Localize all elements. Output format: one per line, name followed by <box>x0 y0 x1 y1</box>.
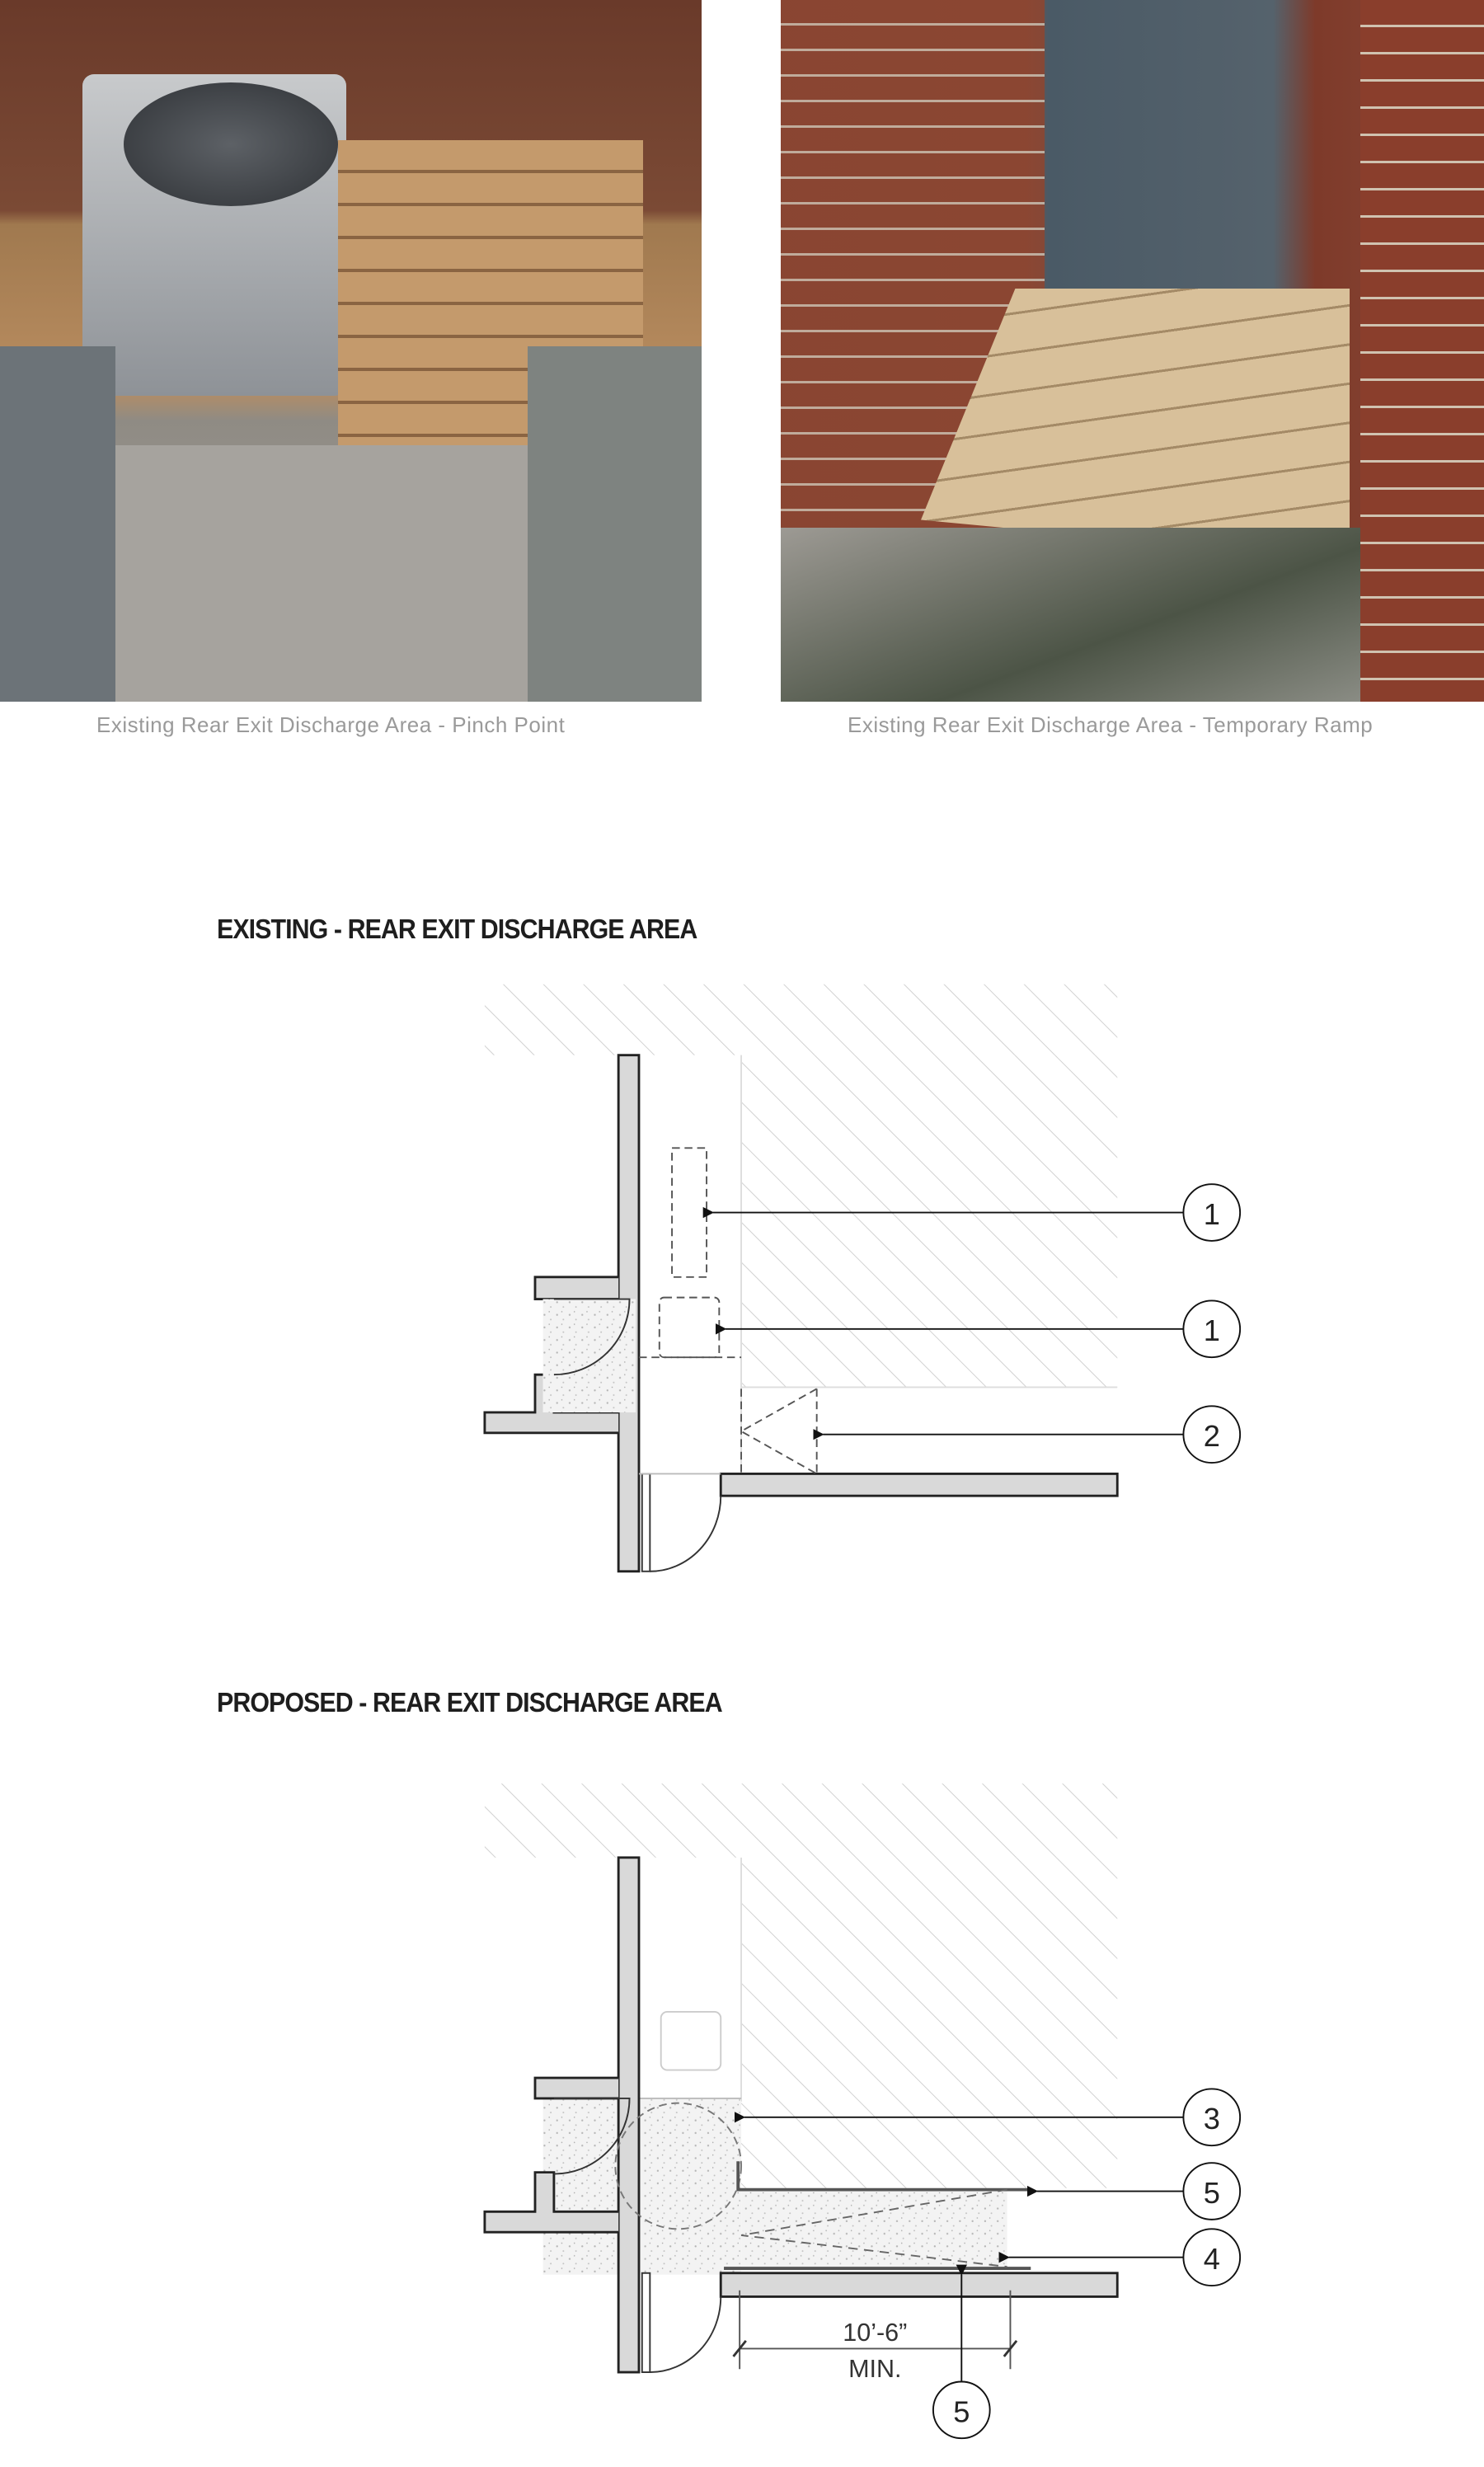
rear-door-swing <box>650 1496 721 1572</box>
svg-text:5: 5 <box>1203 2175 1220 2210</box>
rear-door-swing <box>650 2296 721 2372</box>
photo-caption-pinch-point: Existing Rear Exit Discharge Area - Pinch Point <box>96 712 566 737</box>
svg-text:3: 3 <box>1203 2102 1220 2136</box>
svg-text:MIN.: MIN. <box>848 2354 902 2383</box>
brick-wall-right <box>1360 0 1484 702</box>
svg-text:4: 4 <box>1203 2242 1220 2277</box>
relocated-ac-unit <box>661 2012 721 2070</box>
concrete-ground <box>781 528 1360 702</box>
svg-text:2: 2 <box>1203 1419 1220 1454</box>
photo-caption-temporary-ramp: Existing Rear Exit Discharge Area - Temporary Ramp <box>848 712 1374 737</box>
svg-text:5: 5 <box>953 2394 970 2429</box>
rear-door-leaf <box>642 2273 650 2372</box>
existing-temporary-ramp <box>741 1389 817 1473</box>
existing-ac-unit <box>660 1298 720 1358</box>
svg-text:1: 1 <box>1203 1313 1220 1348</box>
existing-plan-drawing <box>0 945 1484 1638</box>
concrete <box>107 445 569 702</box>
existing-obstruction-1 <box>672 1148 707 1277</box>
svg-text:1: 1 <box>1203 1196 1220 1231</box>
callout-2 <box>823 1406 1240 1463</box>
rear-door-leaf <box>642 1473 650 1571</box>
callout-5-lower <box>933 2275 990 2439</box>
svg-text:10’-6”: 10’-6” <box>843 2318 908 2347</box>
dimension-ramp-length <box>734 2291 1017 2383</box>
proposed-plan-title: PROPOSED - REAR EXIT DISCHARGE AREA <box>217 1687 722 1718</box>
door-landing <box>543 1299 636 1412</box>
door-panel-left <box>0 346 115 702</box>
proposed-plan-drawing <box>0 1744 1484 2467</box>
photo-temporary-ramp <box>781 0 1484 702</box>
existing-plan-title: EXISTING - REAR EXIT DISCHARGE AREA <box>217 914 697 944</box>
ac-fan <box>124 82 338 206</box>
photo-pinch-point <box>0 0 702 702</box>
door-panel <box>528 346 702 702</box>
